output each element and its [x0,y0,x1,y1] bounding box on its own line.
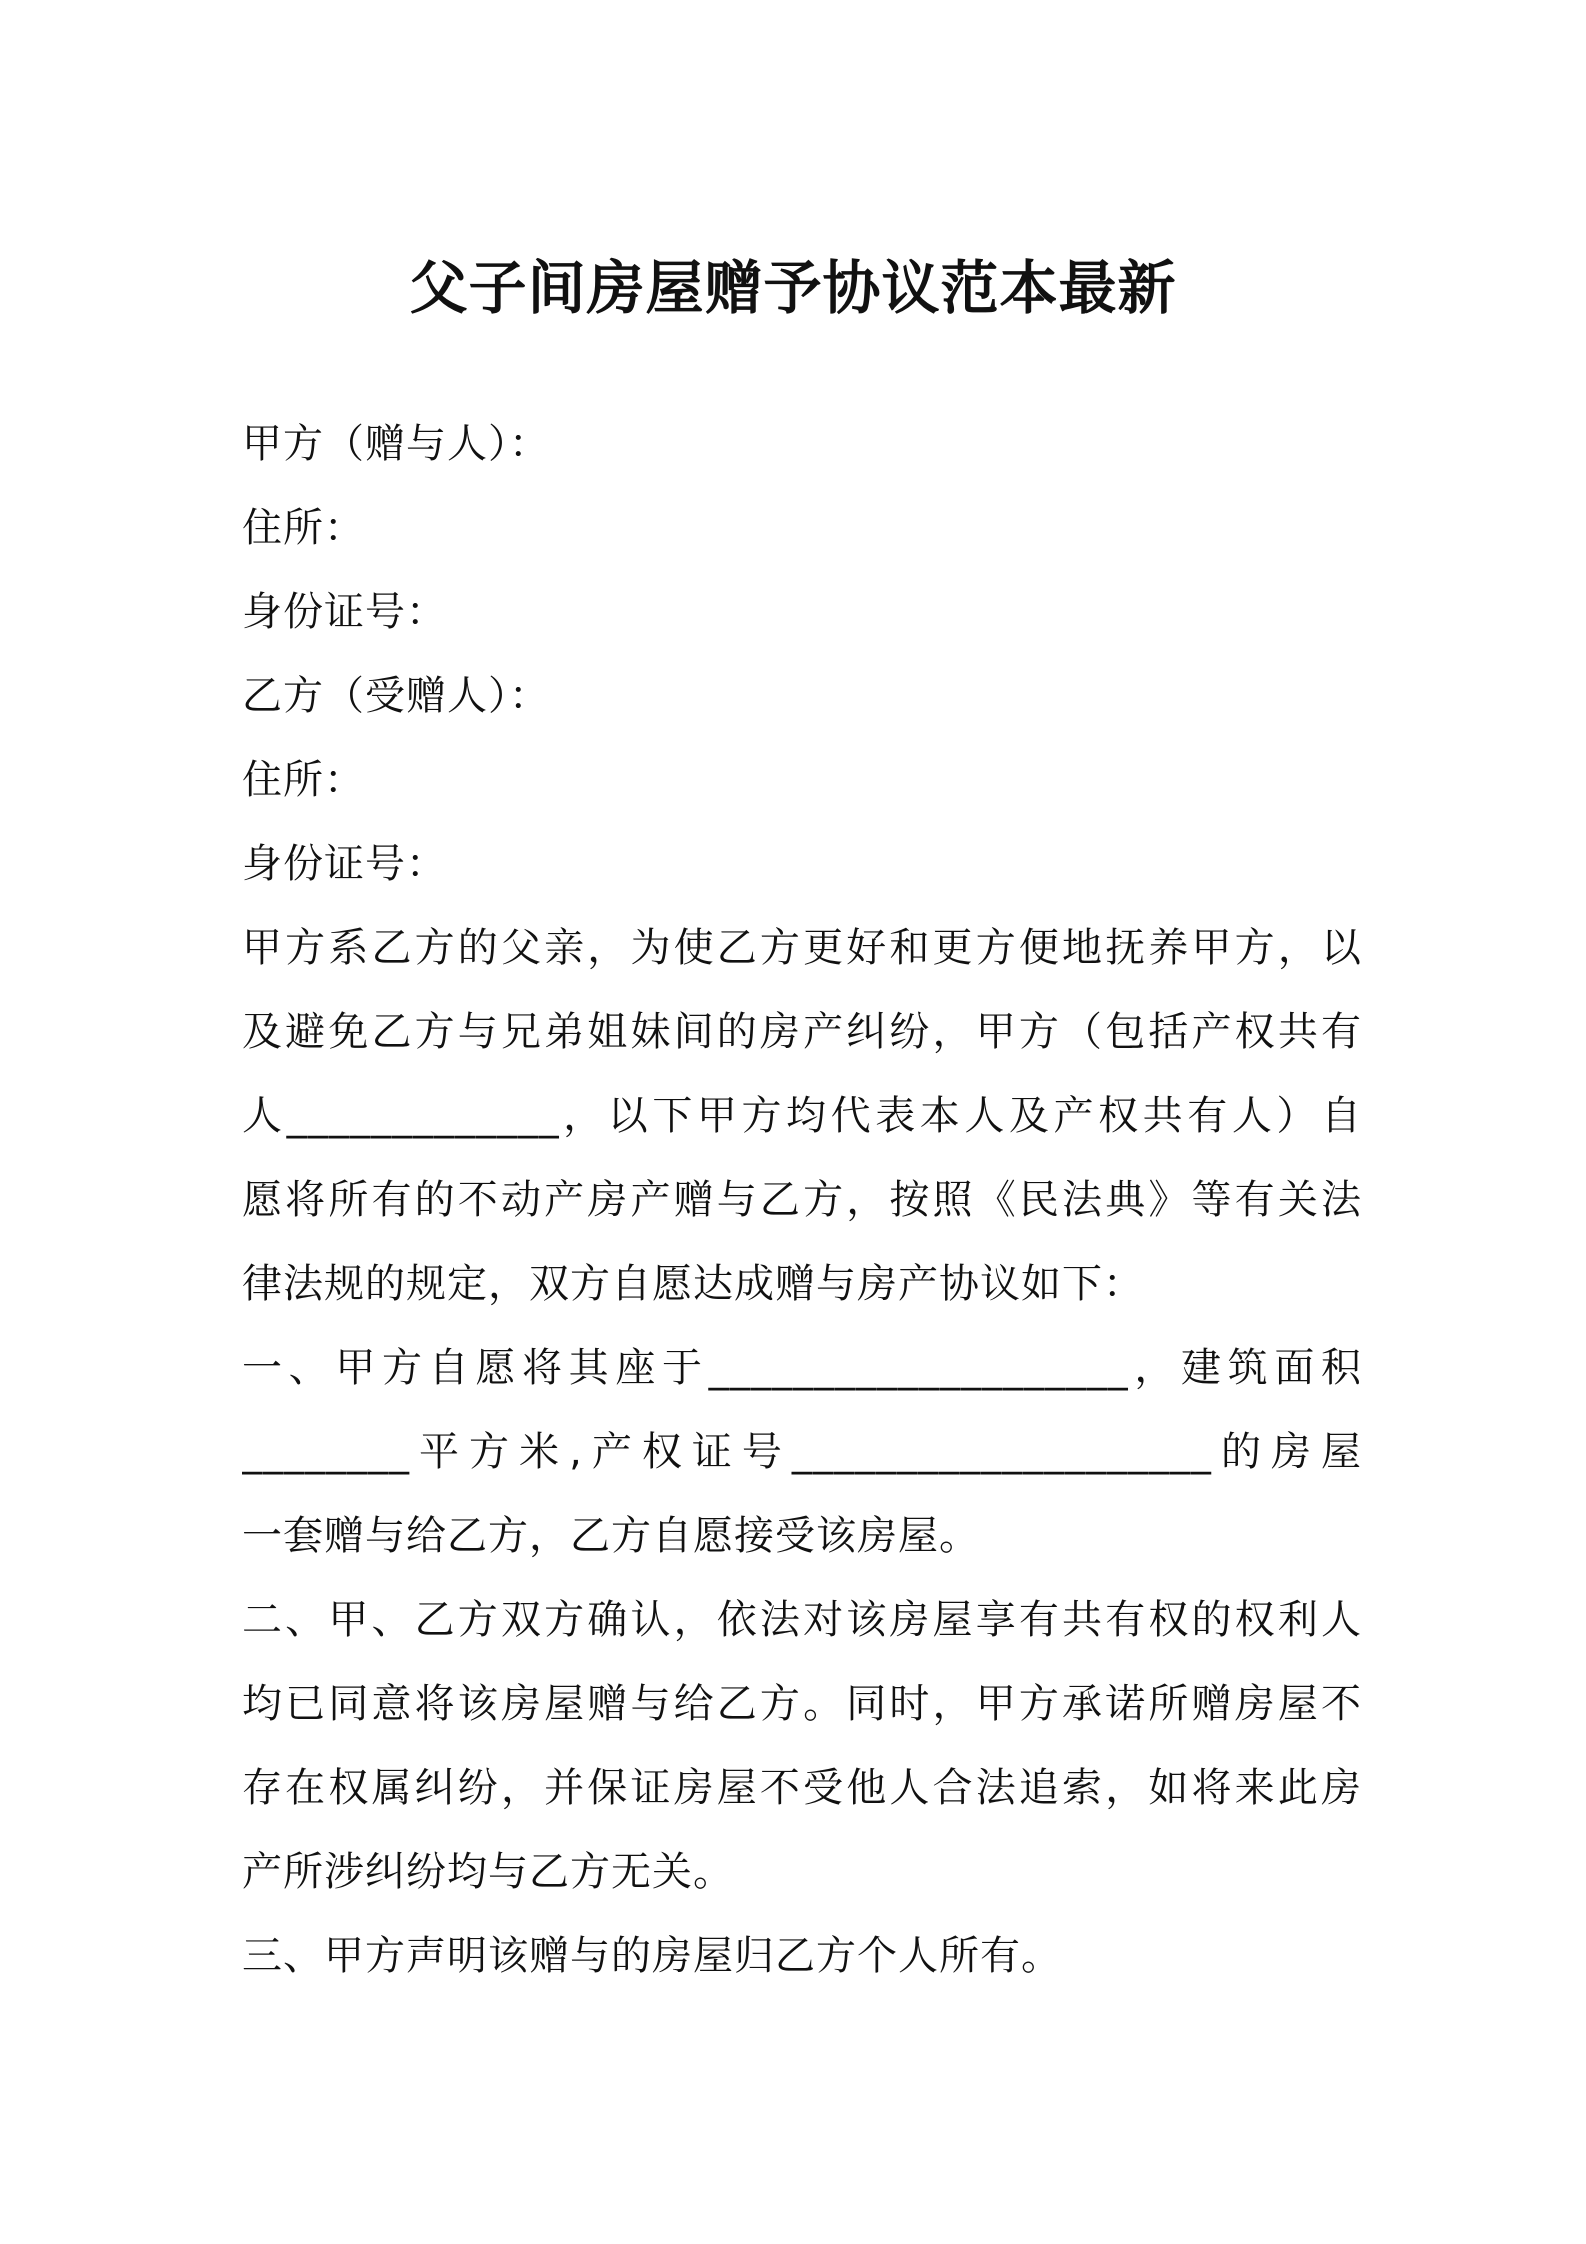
party-a-address-label: 住所： [242,505,365,551]
party-b-address-label: 住所： [242,757,365,803]
clause-2-line: 存在权属纠纷，并保证房屋不受他人合法追索，如将来此房 [242,1765,1362,1811]
clause-2-line: 产所涉纠纷均与乙方无关。 [242,1849,734,1895]
clause-1-line: 一、甲方自愿将其座于____________________，建筑面积 [242,1345,1362,1391]
intro-line: 愿将所有的不动产房产赠与乙方，按照《民法典》等有关法 [242,1177,1362,1223]
intro-line: 人_____________，以下甲方均代表本人及产权共有人）自 [242,1093,1362,1139]
document-title: 父子间房屋赠予协议范本最新 [409,254,1177,322]
intro-line: 甲方系乙方的父亲，为使乙方更好和更方便地抚养甲方，以 [242,925,1362,971]
clause-1-line: 一套赠与给乙方，乙方自愿接受该房屋。 [242,1513,980,1559]
clause-1-line: ________平方米,产权证号____________________的房屋 [242,1429,1362,1475]
clause-3-line: 三、甲方声明该赠与的房屋归乙方个人所有。 [242,1933,1062,1979]
document-body [242,402,1362,1998]
clause-2-line: 二、甲、乙方双方确认，依法对该房屋享有共有权的权利人 [242,1597,1362,1643]
clause-2-line: 均已同意将该房屋赠与给乙方。同时，甲方承诺所赠房屋不 [242,1681,1362,1727]
party-b-id-label: 身份证号： [242,841,447,887]
intro-line: 律法规的规定，双方自愿达成赠与房产协议如下： [242,1261,1144,1307]
party-b-label: 乙方（受赠人）： [242,673,550,719]
party-a-label: 甲方（赠与人）： [242,421,550,467]
intro-line: 及避免乙方与兄弟姐妹间的房产纠纷，甲方（包括产权共有 [242,1009,1362,1055]
party-a-id-label: 身份证号： [242,589,447,635]
